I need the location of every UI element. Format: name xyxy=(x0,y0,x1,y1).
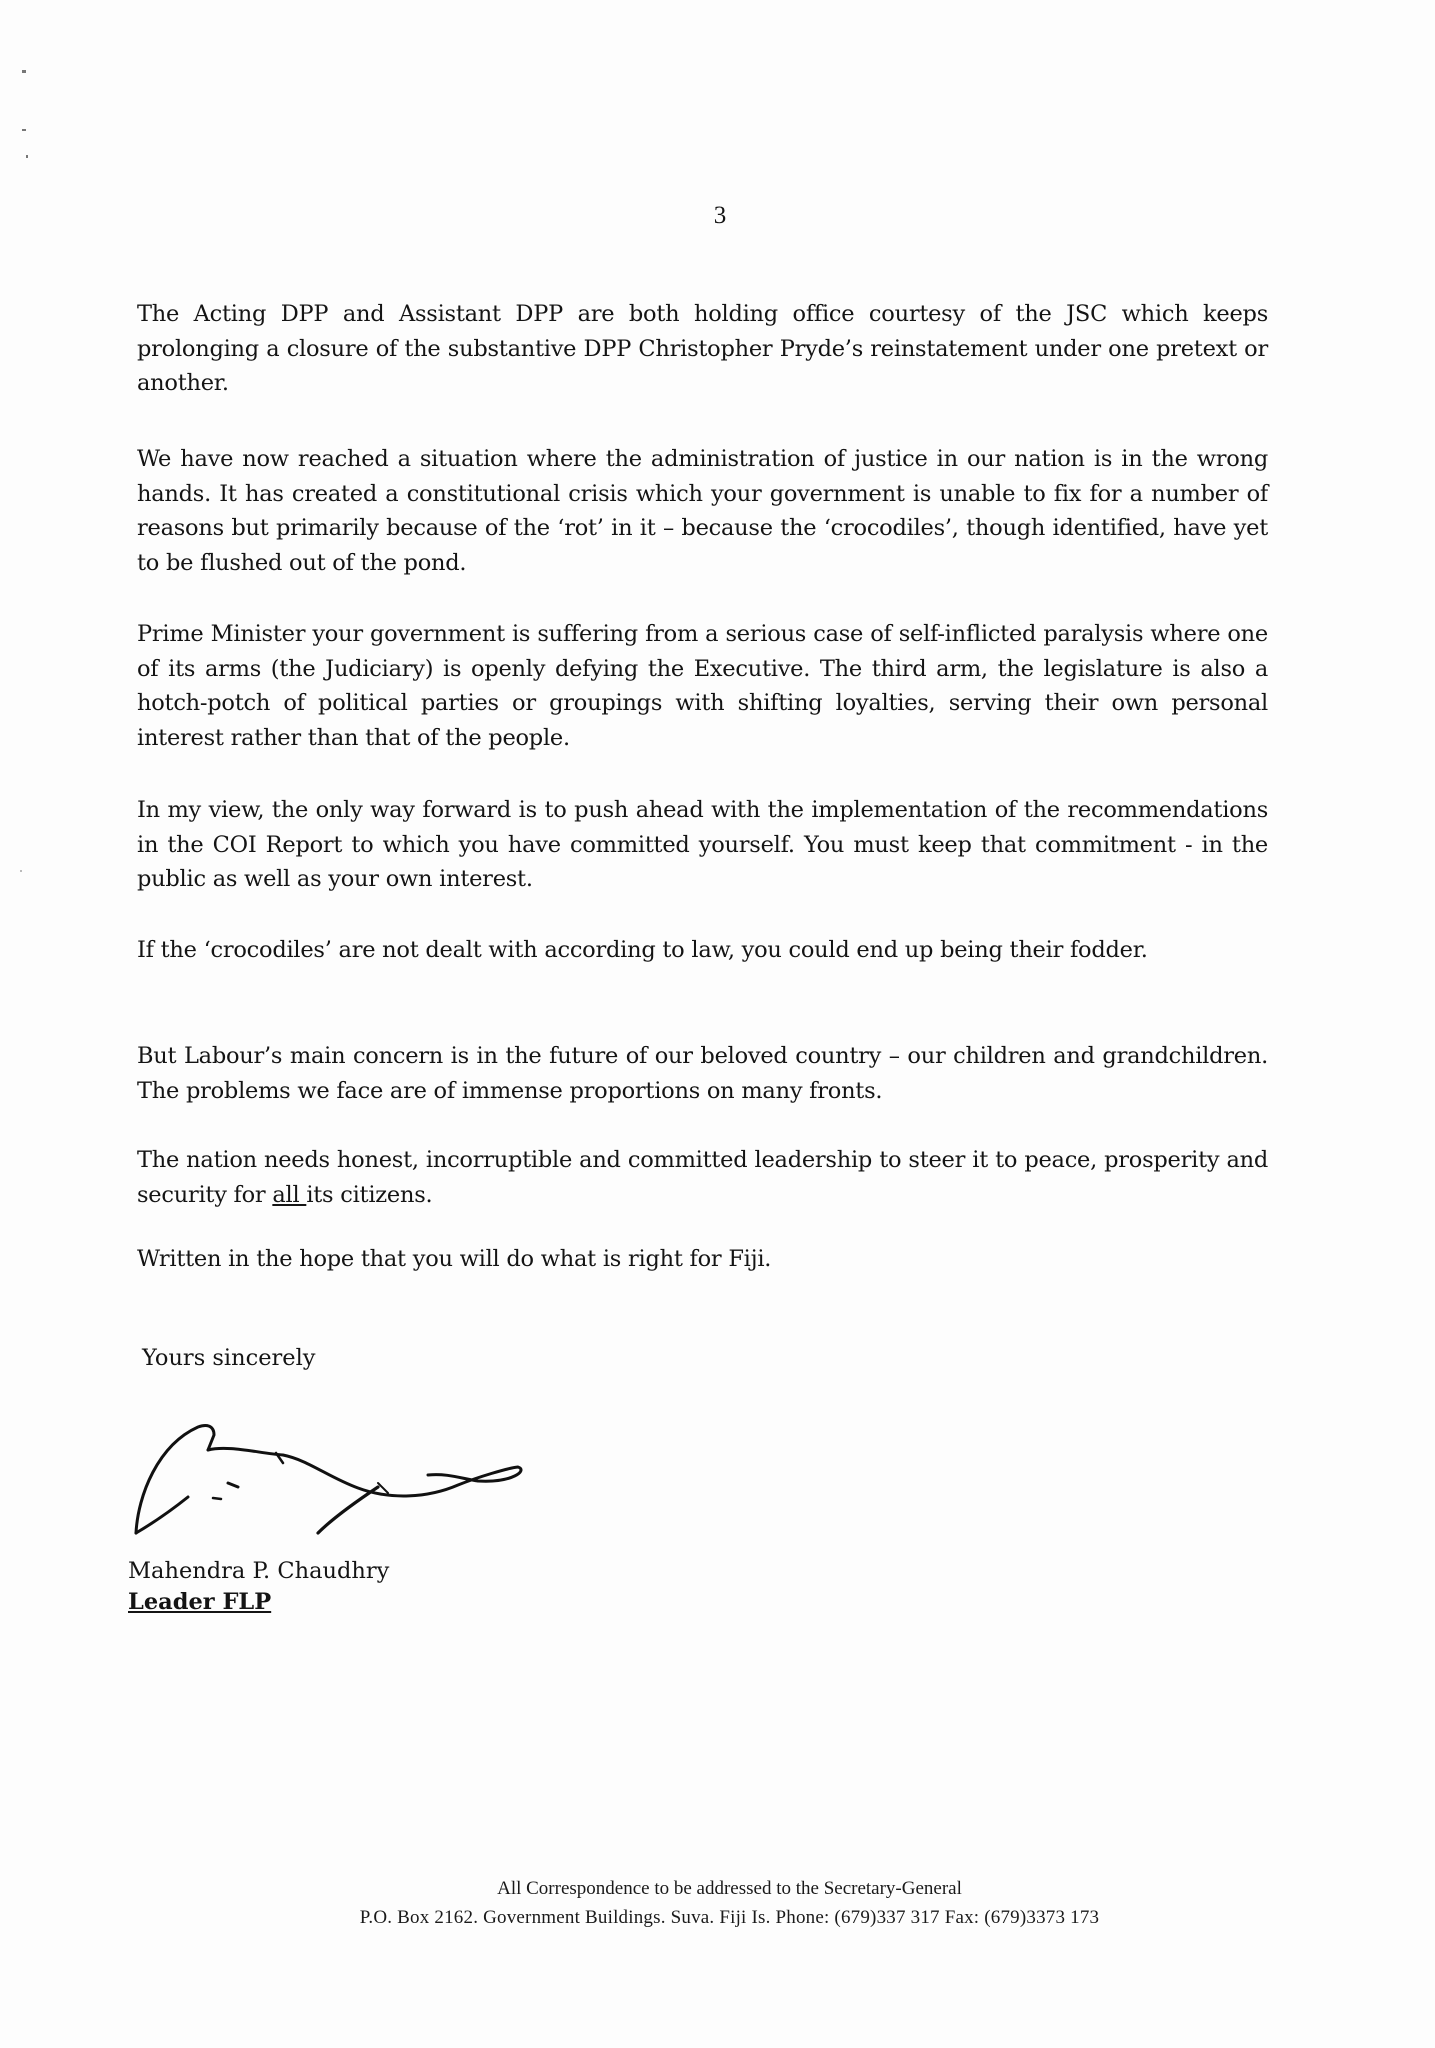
paragraph: If the ‘crocodiles’ are not dealt with according to law, you could end up being their fodder. xyxy=(137,937,1148,963)
page-number: 3 xyxy=(713,202,727,229)
signature-image xyxy=(128,1405,528,1555)
paragraph: We have now reached a situation where the administration of justice in our nation is in the wrong hands. It has created a constitutional crisis which your government is unable to fix for a number of reasons but primarily because of the ‘rot’ in it – because the ‘crocodiles’, though identified, have yet to be flushed out of the pond. xyxy=(137,446,1268,576)
signer-name: Mahendra P. Chaudhry xyxy=(128,1558,390,1584)
footer-contact-address: P.O. Box 2162. Government Buildings. Suva. Fiji Is. Phone: (679)337 317 Fax: (679)3373 173 xyxy=(359,1907,1100,1928)
valediction: Yours sincerely xyxy=(142,1345,316,1371)
paragraph: But Labour’s main concern is in the future of our beloved country – our children and grandchildren. The problems we face are of immense proportions on many fronts. xyxy=(137,1043,1268,1104)
footer-correspondence-note: All Correspondence to be addressed to the Secretary-General xyxy=(497,1878,962,1899)
scan-speck xyxy=(20,870,22,872)
scan-speck xyxy=(22,70,26,73)
scan-speck xyxy=(26,155,28,158)
paragraph-text: its citizens. xyxy=(306,1181,433,1208)
paragraph: Written in the hope that you will do what is right for Fiji. xyxy=(137,1246,772,1272)
emphasized-word: all xyxy=(272,1181,307,1208)
paragraph-text: The nation needs honest, incorruptible and committed leadership to steer it to peace, prosperity and security for xyxy=(137,1147,1268,1208)
paragraph: The Acting DPP and Assistant DPP are both holding office courtesy of the JSC which keeps prolonging a closure of the substantive DPP Christopher Pryde’s reinstatement under one pretext or another. xyxy=(137,301,1268,397)
paragraph xyxy=(137,1143,1268,1212)
paragraph: Prime Minister your government is suffering from a serious case of self-inflicted paralysis where one of its arms (the Judiciary) is openly defying the Executive. The third arm, the legislature is also a hotch-potch of political parties or groupings with shifting loyalties, serving their own personal interest rather than that of the people. xyxy=(137,621,1268,751)
signer-title: Leader FLP xyxy=(128,1589,272,1615)
paragraph: In my view, the only way forward is to push ahead with the implementation of the recommendations in the COI Report to which you have committed yourself. You must keep that commitment - in the public as well as your own interest. xyxy=(137,797,1268,893)
scan-speck xyxy=(22,129,26,131)
